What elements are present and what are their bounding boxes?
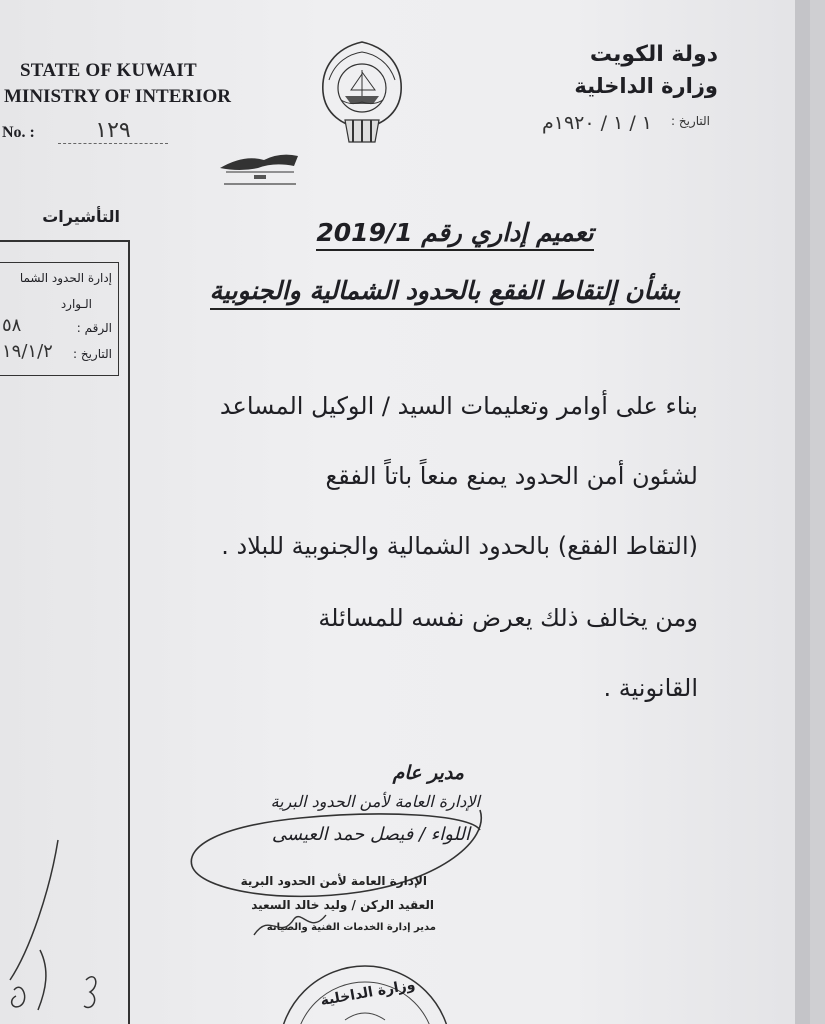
circular-title [290,218,620,247]
date-value: ١ / ١ / ١٩٢٠م [542,112,652,134]
visas-label: التأشيرات [42,207,120,226]
reference-number-label: No. : [2,124,35,141]
circular-subject [180,276,710,305]
signatory-title: مدير عام [392,762,464,784]
body-line: (التقاط الفقع) بالحدود الشمالية والجنوبية للبلاد . [221,532,698,560]
ministry-logo-icon [214,142,304,188]
body-line: القانونية . [603,674,698,702]
body-line: ومن يخالف ذلك يعرض نفسه للمسائلة [318,604,698,632]
stamp-line: الإدارة العامة لأمن الحدود البرية [240,874,427,888]
signatory-name: اللواء / فيصل حمد العيسى [271,824,470,845]
stamp-line: مدير إدارة الخدمات الفنية والصيانة [266,922,436,933]
stamp-department: إدارة الحدود الشما [19,271,112,285]
stamp-line: العقيد الركن / وليد خالد السعيد [251,898,434,912]
handwritten-annotation [0,830,125,1024]
reference-number-value: ١٢٩ [58,118,168,144]
signatory-department: الإدارة العامة لأمن الحدود البرية [270,792,480,811]
kuwait-emblem-icon [315,40,410,145]
date-label: التاريخ : [670,114,710,128]
circular-title-text: تعميم إداري رقم 2019/1 [316,218,593,251]
stamp-number-value: ٥٨ [2,315,22,336]
stamp-incoming: الـوارد [60,297,92,311]
stamp-date-value: ١٩/١/٢ [2,341,53,362]
incoming-stamp [0,262,119,376]
page-edge-shadow [795,0,810,1024]
body-line: بناء على أوامر وتعليمات السيد / الوكيل المساعد [219,392,698,420]
stamp-signature [250,905,330,945]
seal-text: وزارة الداخلية [319,976,417,1010]
body-line: لشئون أمن الحدود يمنع منعاً باتاً الفقع [325,462,698,490]
state-name-en: STATE OF KUWAIT [20,60,197,81]
ministry-name-en: MINISTRY OF INTERIOR [4,86,232,107]
stamp-number-label: الرقم : [76,321,112,335]
stamp-date-label: التاريخ : [72,347,112,361]
state-name-ar: دولة الكويت [589,42,718,67]
ministry-name-ar: وزارة الداخلية [574,74,718,98]
circular-subject-text: بشأن إلتقاط الفقع بالحدود الشمالية والجنوبية [210,276,681,310]
